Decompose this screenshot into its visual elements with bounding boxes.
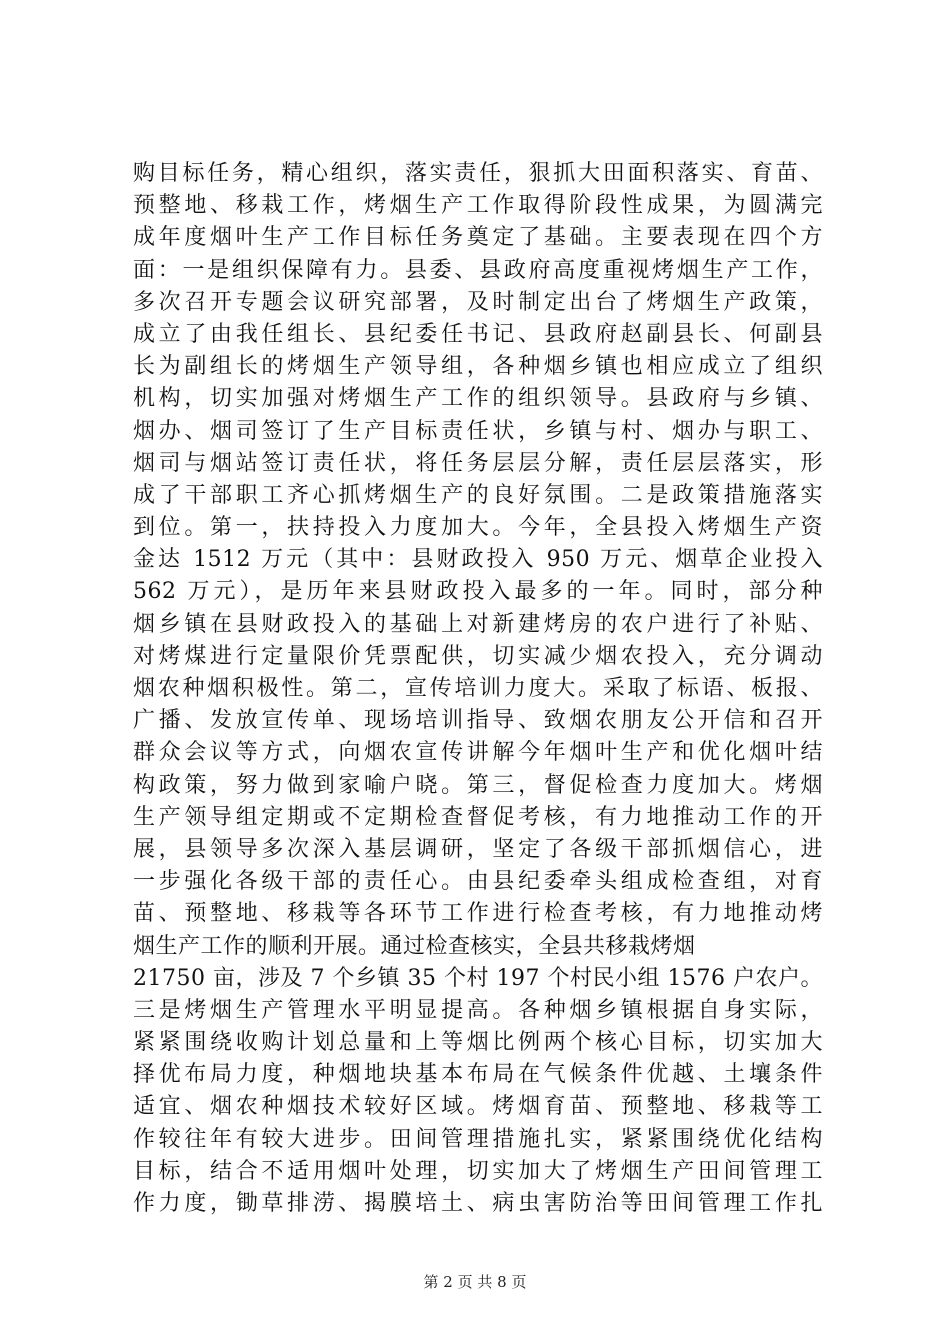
text-line: 紧紧围绕收购计划总量和上等烟比例两个核心目标，切实加大 <box>133 1030 823 1056</box>
text-line: 构政策，努力做到家喻户晓。第三，督促检查力度加大。烤烟 <box>133 772 823 798</box>
text-line: 成了干部职工齐心抓烤烟生产的良好氛围。二是政策措施落实 <box>133 482 823 508</box>
text-line: 烟办、烟司签订了生产目标责任状，乡镇与村、烟办与职工、 <box>133 418 823 444</box>
text-line: 购目标任务，精心组织，落实责任，狠抓大田面积落实、育苗、 <box>133 161 823 186</box>
text-line: 机构，切实加强对烤烟生产工作的组织领导。县政府与乡镇、 <box>133 386 823 412</box>
text-line: 562 万元），是历年来县财政投入最多的一年。同时，部分种 <box>133 579 823 605</box>
page-number-footer: 第 2 页 共 8 页 <box>423 1273 527 1291</box>
text-line: 广播、发放宣传单、现场培训指导、致烟农朋友公开信和召开 <box>133 708 823 734</box>
text-line: 预整地、移栽工作，烤烟生产工作取得阶段性成果，为圆满完 <box>133 193 823 219</box>
text-line: 目标，结合不适用烟叶处理，切实加大了烤烟生产田间管理工 <box>133 1158 823 1184</box>
text-line: 对烤煤进行定量限价凭票配供，切实减少烟农投入，充分调动 <box>133 643 823 669</box>
text-line: 长为副组长的烤烟生产领导组，各种烟乡镇也相应成立了组织 <box>133 354 823 380</box>
text-line: 作力度，锄草排涝、揭膜培土、病虫害防治等田间管理工作扎 <box>133 1191 823 1216</box>
text-line: 多次召开专题会议研究部署，及时制定出台了烤烟生产政策， <box>133 289 823 315</box>
text-line: 到位。第一，扶持投入力度加大。今年，全县投入烤烟生产资 <box>133 515 823 541</box>
text-line: 生产领导组定期或不定期检查督促考核，有力地推动工作的开 <box>133 804 823 830</box>
text-line: 苗、预整地、移栽等各环节工作进行检查考核，有力地推动烤 <box>133 901 823 927</box>
text-line: 群众会议等方式，向烟农宣传讲解今年烟叶生产和优化烟叶结 <box>133 740 823 766</box>
text-line: 适宜、烟农种烟技术较好区域。烤烟育苗、预整地、移栽等工 <box>133 1094 823 1120</box>
text-line: 展，县领导多次深入基层调研，坚定了各级干部抓烟信心，进 <box>133 836 823 862</box>
text-line: 烟生产工作的顺利开展。通过检查核实，全县共移栽烤烟 <box>133 933 696 959</box>
text-line: 择优布局力度，种烟地块基本布局在气候条件优越、土壤条件 <box>133 1062 823 1088</box>
text-line: 金达 1512 万元（其中：县财政投入 950 万元、烟草企业投入 <box>133 547 823 573</box>
text-line: 21750 亩，涉及 7 个乡镇 35 个村 197 个村民小组 1576 户农户。 <box>133 965 823 991</box>
text-line: 面：一是组织保障有力。县委、县政府高度重视烤烟生产工作， <box>133 257 823 283</box>
text-line: 一步强化各级干部的责任心。由县纪委牵头组成检查组，对育 <box>133 869 823 895</box>
text-line: 三是烤烟生产管理水平明显提高。各种烟乡镇根据自身实际， <box>133 997 823 1023</box>
body-text <box>133 158 823 1220</box>
text-line: 烟农种烟积极性。第二，宣传培训力度大。采取了标语、板报、 <box>133 676 823 701</box>
text-line: 成立了由我任组长、县纪委任书记、县政府赵副县长、何副县 <box>133 321 823 347</box>
text-line: 烟乡镇在县财政投入的基础上对新建烤房的农户进行了补贴、 <box>133 611 823 637</box>
text-line: 成年度烟叶生产工作目标任务奠定了基础。主要表现在四个方 <box>133 225 823 251</box>
text-line: 烟司与烟站签订责任状，将任务层层分解，责任层层落实，形 <box>133 450 823 476</box>
text-line: 作较往年有较大进步。田间管理措施扎实，紧紧围绕优化结构 <box>133 1126 823 1152</box>
